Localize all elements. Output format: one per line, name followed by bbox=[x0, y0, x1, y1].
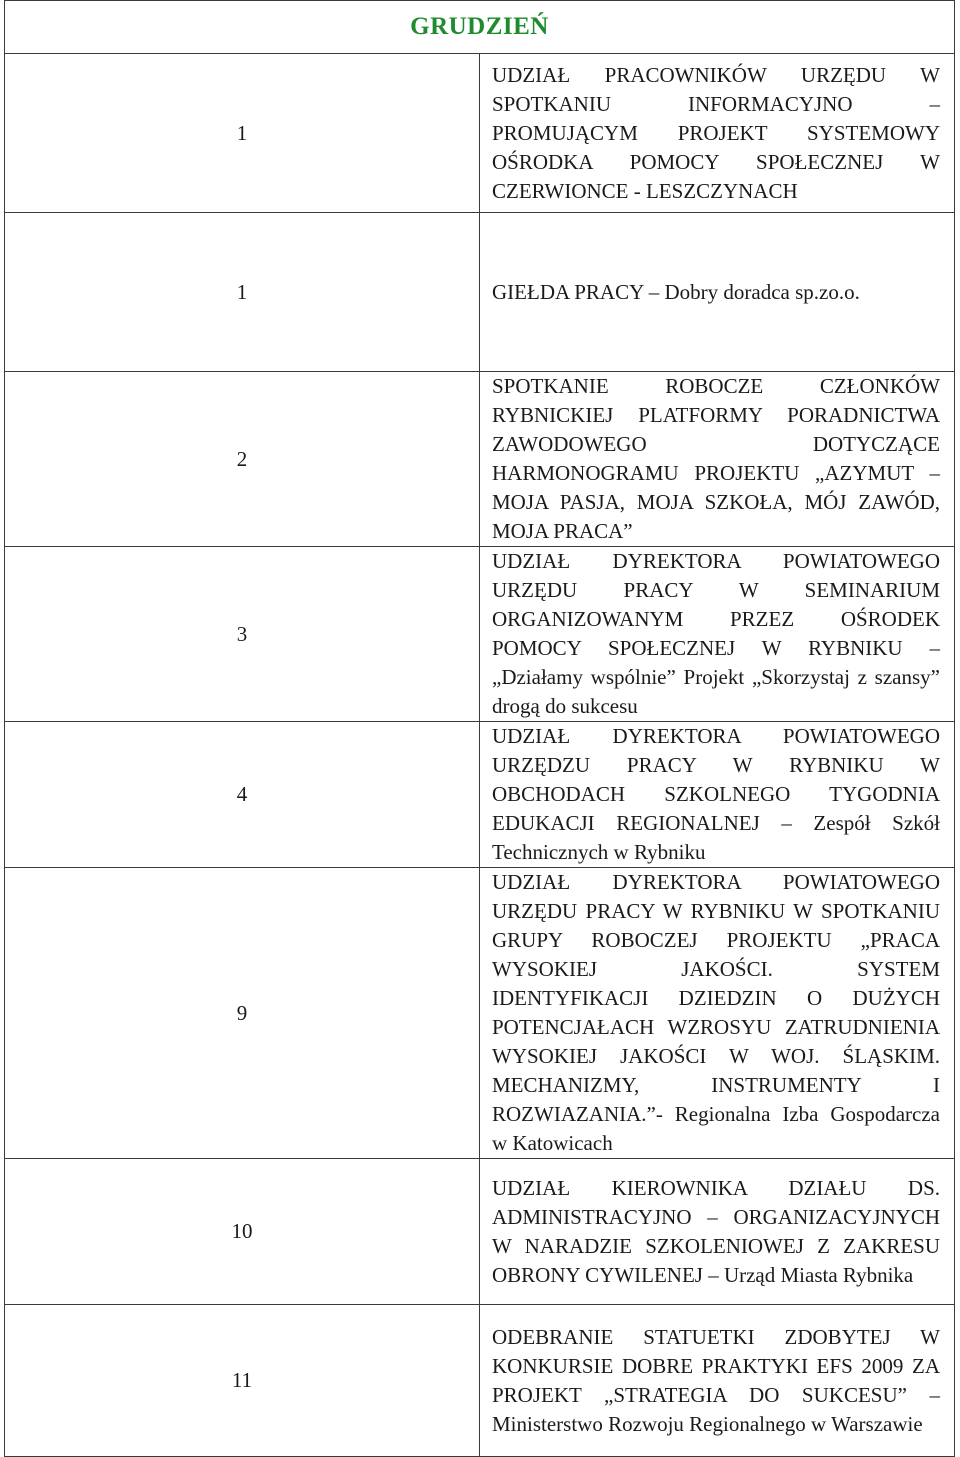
event-day: 1 bbox=[236, 120, 248, 145]
event-row bbox=[5, 722, 955, 868]
event-description: SPOTKANIE ROBOCZE CZŁONKÓW RYBNICKIEJ PLATFORMY PORADNICTWA ZAWODOWEGO DOTYCZĄCE HARMONOGRAMU PROJEKTU „AZYMUT – MOJA PASJA, MOJA SZKOŁA, MÓJ ZAWÓD, MOJA PRACA” bbox=[492, 374, 940, 543]
event-day-cell bbox=[5, 213, 480, 372]
event-description: UDZIAŁ DYREKTORA POWIATOWEGO URZĘDZU PRACY W RYBNIKU W OBCHODACH SZKOLNEGO TYGODNIA EDUKACJI REGIONALNEJ – Zespół Szkół Technicznych w Rybniku bbox=[492, 724, 940, 864]
event-day-cell bbox=[5, 868, 480, 1159]
month-header-cell bbox=[5, 1, 955, 54]
event-description: ODEBRANIE STATUETKI ZDOBYTEJ W KONKURSIE DOBRE PRAKTYKI EFS 2009 ZA PROJEKT „STRATEGIA DO SUKCESU” – Ministerstwo Rozwoju Regionalnego w Warszawie bbox=[492, 1324, 940, 1436]
events-table bbox=[4, 0, 955, 1457]
event-day: 1 bbox=[236, 279, 248, 304]
event-day-cell bbox=[5, 547, 480, 722]
event-row bbox=[5, 868, 955, 1159]
event-row bbox=[5, 1159, 955, 1305]
event-day: 3 bbox=[236, 621, 248, 646]
event-description-cell bbox=[480, 1159, 955, 1305]
event-description: UDZIAŁ KIEROWNIKA DZIAŁU DS. ADMINISTRACYJNO – ORGANIZACYJNYCH W NARADZIE SZKOLENIOWEJ Z ZAKRESU OBRONY CYWILENEJ – Urząd Miasta Rybnika bbox=[492, 1175, 940, 1287]
event-day: 4 bbox=[236, 782, 248, 806]
event-description: UDZIAŁ DYREKTORA POWIATOWEGO URZĘDU PRACY W SEMINARIUM ORGANIZOWANYM PRZEZ OŚRODEK POMOCY SPOŁECZNEJ W RYBNIKU – „Działamy wspólnie” Projekt „Skorzystaj z szansy” drogą do sukcesu bbox=[492, 549, 940, 718]
event-description-cell bbox=[480, 54, 955, 213]
event-description: UDZIAŁ PRACOWNIKÓW URZĘDU W SPOTKANIU INFORMACYJNO – PROMUJĄCYM PROJEKT SYSTEMOWY OŚRODKA POMOCY SPOŁECZNEJ W CZERWIONCE - LESZCZYNACH bbox=[492, 62, 940, 203]
event-day-cell bbox=[5, 372, 480, 547]
event-description-cell bbox=[480, 547, 955, 722]
event-description-cell bbox=[480, 722, 955, 868]
event-day-cell bbox=[5, 54, 480, 213]
event-description-cell bbox=[480, 868, 955, 1159]
event-day-cell bbox=[5, 722, 480, 868]
event-description: UDZIAŁ DYREKTORA POWIATOWEGO URZĘDU PRACY W RYBNIKU W SPOTKANIU GRUPY ROBOCZEJ PROJEKTU „PRACA WYSOKIEJ JAKOŚCI. SYSTEM IDENTYFIKACJI DZIEDZIN O DUŻYCH POTENCJAŁACH WZROSYU ZATRUDNIENIA WYSOKIEJ JAKOŚCI W WOJ. ŚLĄSKIM. MECHANIZMY, INSTRUMENTY I ROZWIAZANIA.”- Regionalna Izba Gospodarcza w Katowicach bbox=[492, 870, 940, 1155]
event-description-cell bbox=[480, 372, 955, 547]
event-day: 11 bbox=[231, 1368, 253, 1392]
event-day: 2 bbox=[236, 446, 248, 471]
month-header-row bbox=[5, 1, 955, 54]
event-row bbox=[5, 547, 955, 722]
event-row bbox=[5, 1305, 955, 1457]
event-day-cell bbox=[5, 1159, 480, 1305]
event-description-cell bbox=[480, 1305, 955, 1457]
month-title: GRUDZIEŃ bbox=[410, 13, 549, 40]
event-description: GIEŁDA PRACY – Dobry doradca sp.zo.o. bbox=[492, 279, 860, 304]
event-row bbox=[5, 372, 955, 547]
event-description-cell bbox=[480, 213, 955, 372]
event-day-cell bbox=[5, 1305, 480, 1457]
event-row bbox=[5, 54, 955, 213]
event-row bbox=[5, 213, 955, 372]
event-day: 9 bbox=[236, 1000, 248, 1025]
event-day: 10 bbox=[231, 1219, 253, 1243]
